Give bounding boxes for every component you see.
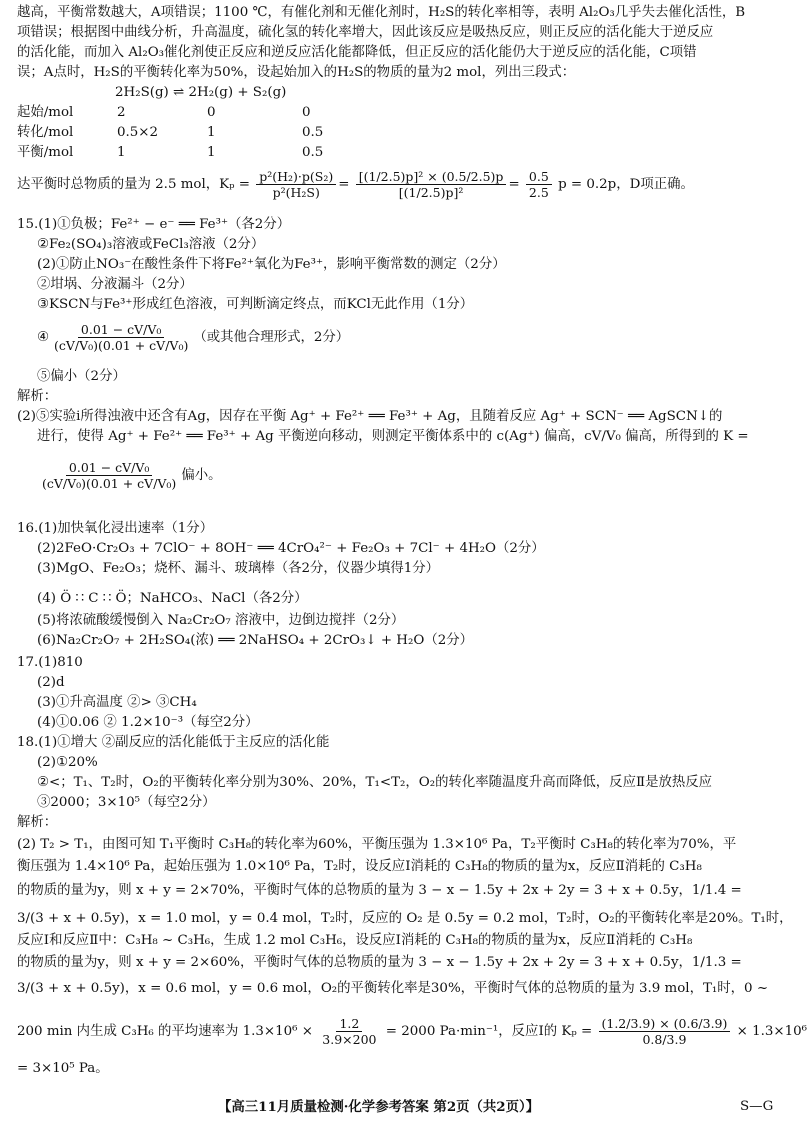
q15-analysis-2: 进行，使得 Ag⁺ + Fe²⁺ ══ Fe³⁺ + Ag 平衡逆向移动，则测定平衡体系中的 c(Ag⁺) 偏高，cV/V₀ 偏高，所得到的 K = [37, 429, 749, 444]
q18-line-3: ②<；T₁、T₂时，O₂的平衡转化率分别为30%、20%，T₁<T₂，O₂的转化率随温度升高而降低，反应Ⅱ是放热反应 [37, 775, 713, 790]
q15-line-4: ②坩埚、分液漏斗（2分） [37, 277, 193, 292]
kp-calculation: 达平衡时总物质的量为 2.5 mol，Kₚ = $\frac{\text{p²(H₂)·p(S₂)}}{\text{p²(H₂S)}}$ = $\frac{\text{[(1/2.5)p]² × (0.5/2.5)p}}{\text{[(1/2.5)p]²}}$ = $\frac{0.5}{2.5}$ p = 0.2p，D项正确。 [17, 169, 694, 200]
q15-line-1: 15.(1)①负极；Fe²⁺ − e⁻ ══ Fe³⁺（各2分） [17, 217, 291, 232]
q18-line-4: ③2000；3×10⁵（每空2分） [37, 795, 216, 810]
q17-line-4: (4)①0.06 ② 1.2×10⁻³（每空2分） [37, 715, 259, 730]
kp-fraction-3: $\frac{0.5}{2.5}$ [526, 169, 552, 200]
q16-line-2: (2)2FeO·Cr₂O₃ + 7ClO⁻ + 8OH⁻ ══ 4CrO₄²⁻ + Fe₂O₃ + 7Cl⁻ + 4H₂O（2分） [37, 541, 545, 556]
intro-line-3: 的活化能，而加入 Al₂O₃催化剂使正反应和逆反应活化能都降低，但正反应的活化能仍大于逆反应的活化能，C项错 [17, 45, 697, 60]
q18-line-1: 18.(1)①增大 ②副反应的活化能低于主反应的活化能 [17, 735, 330, 750]
q16-line-5: (5)将浓硫酸缓慢倒入 Na₂Cr₂O₇ 溶液中，边倒边搅拌（2分） [37, 613, 405, 628]
table-row [17, 144, 323, 162]
cell: 0 [207, 105, 216, 120]
q18-analysis-label: 解析： [17, 815, 58, 830]
footer-code: S—G [740, 1099, 774, 1114]
row-label: 平衡/mol [17, 145, 74, 160]
row-label: 转化/mol [17, 125, 74, 140]
cell: 2 [117, 105, 126, 120]
q18-line-2: (2)①20% [37, 755, 98, 770]
cell: 1 [207, 125, 216, 140]
cell: 1 [117, 145, 126, 160]
kp-prefix: 达平衡时总物质的量为 2.5 mol，Kₚ = [17, 177, 250, 192]
kp-suffix: p = 0.2p，D项正确。 [558, 177, 694, 192]
q15-analysis-label: 解析： [17, 389, 58, 404]
kp-fraction-1: $\frac{\text{p²(H₂)·p(S₂)}}{\text{p²(H₂S)}}$ [256, 169, 336, 200]
cell: 0.5×2 [117, 125, 159, 140]
q17-line-2: (2)d [37, 675, 65, 690]
q18-analysis-1: (2) T₂ > T₁，由图可知 T₁平衡时 C₃H₈的转化率为60%，平衡压强为 1.3×10⁶ Pa，T₂平衡时 C₃H₈的转化率为70%，平 [17, 837, 737, 852]
q18-analysis-3: 的物质的量为y，则 x + y = 2×70%，平衡时气体的总物质的量为 3 − x − 1.5y + 2x + 2y = 3 + x + 0.5y，1/1.4 = [17, 883, 742, 898]
q16-line-6: (6)Na₂Cr₂O₇ + 2H₂SO₄(浓) ══ 2NaHSO₄ + 2CrO₃↓ + H₂O（2分） [37, 633, 474, 648]
q15-line-3: (2)①防止NO₃⁻在酸性条件下将Fe²⁺氧化为Fe³⁺，影响平衡常数的测定（2分） [37, 257, 506, 272]
q15-line-2: ②Fe₂(SO₄)₃溶液或FeCl₃溶液（2分） [37, 237, 265, 252]
cell: 0.5 [302, 145, 324, 160]
reaction-equation: 2H₂S(g) ⇌ 2H₂(g) + S₂(g) [115, 85, 287, 100]
q15-line-5: ③KSCN与Fe³⁺形成红色溶液，可判断滴定终点，而KCl无此作用（1分） [37, 297, 474, 312]
q18-analysis-4: 3/(3 + x + 0.5y)，x = 1.0 mol，y = 0.4 mol，T₂时，反应的 O₂ 是 0.5y = 0.2 mol，T₂时，O₂的平衡转化率是20%。T₁时， [17, 911, 793, 926]
q15-line-7: ⑤偏小（2分） [37, 369, 126, 384]
footer-title: 【高三11月质量检测·化学参考答案 第2页（共2页）】 [218, 1099, 540, 1115]
q18-analysis-8: 200 min 内生成 C₃H₆ 的平均速率为 1.3×10⁶ × $\frac{1.2}{3.9\times 200}$ = 2000 Pa·min⁻¹，反应Ⅰ的 Kₚ = $\frac{(1.2/3.9) \times (0.6/3.9)}{0.8/3.9}$ × 1.3×10⁶ [17, 1016, 807, 1047]
q17-line-3: (3)①升高温度 ②> ③CH₄ [37, 695, 197, 710]
q18-analysis-9: = 3×10⁵ Pa。 [17, 1061, 109, 1076]
intro-line-4: 误；A点时，H₂S的平衡转化率为50%，设起始加入的H₂S的物质的量为2 mol，列出三段式： [17, 65, 576, 80]
q18-analysis-5: 反应Ⅰ和反应Ⅱ中：C₃H₈ ~ C₃H₆，生成 1.2 mol C₃H₆，设反应Ⅰ消耗的 C₃H₈的物质的量为x，反应Ⅱ消耗的 C₃H₈ [17, 933, 693, 948]
q16-line-3: (3)MgO、Fe₂O₃；烧杯、漏斗、玻璃棒（各2分，仪器少填得1分） [37, 561, 440, 576]
cell: 0.5 [302, 125, 324, 140]
q17-line-1: 17.(1)810 [17, 655, 83, 670]
q15-answer-k: ④ $\frac{\text{0.01 − cV/V₀}}{\text{(cV/V₀)(0.01 + cV/V₀)}}$ （或其他合理形式，2分） [37, 322, 350, 353]
q18-analysis-6: 的物质的量为y，则 x + y = 2×60%，平衡时气体的总物质的量为 3 − x − 1.5y + 2x + 2y = 3 + x + 0.5y，1/1.3 = [17, 955, 742, 970]
k-fraction: $\frac{\text{0.01 − cV/V₀}}{\text{(cV/V₀)(0.01 + cV/V₀)}}$ [54, 322, 189, 353]
intro-line-1: 越高，平衡常数越大，A项错误；1100 ℃，有催化剂和无催化剂时，H₂S的转化率相等，表明 Al₂O₃几乎失去催化活性，B [17, 5, 746, 20]
intro-line-2: 项错误；根据图中曲线分析，升高温度，硫化氢的转化率增大，因此该反应是吸热反应，则正反应的活化能大于逆反应 [17, 25, 714, 40]
cell: 0 [302, 105, 311, 120]
q16-line-4: (4) Ö ∷ C ∷ Ö；NaHCO₃、NaCl（各2分） [37, 591, 308, 606]
k-fraction-analysis: $\frac{\text{0.01 − cV/V₀}}{\text{(cV/V₀)(0.01 + cV/V₀)}}$ [42, 460, 177, 491]
table-row [17, 124, 323, 142]
q15-analysis-1: (2)⑤实验ⅰ所得浊液中还含有Ag，因存在平衡 Ag⁺ + Fe²⁺ ══ Fe³⁺ + Ag，且随着反应 Ag⁺ + SCN⁻ ══ AgSCN↓的 [17, 409, 723, 424]
cell: 1 [207, 145, 216, 160]
q15-analysis-3: $\frac{\text{0.01 − cV/V₀}}{\text{(cV/V₀)(0.01 + cV/V₀)}}$ 偏小。 [37, 458, 222, 494]
q18-analysis-7: 3/(3 + x + 0.5y)，x = 0.6 mol，y = 0.6 mol，O₂的平衡转化率是30%，平衡时气体的总物质的量为 3.9 mol，T₁时，0 ~ [17, 981, 769, 996]
kp-fraction-2: $\frac{\text{[(1/2.5)p]² × (0.5/2.5)p}}{\text{[(1/2.5)p]²}}$ [356, 169, 507, 200]
rate-fraction: $\frac{1.2}{3.9\times 200}$ [322, 1016, 377, 1047]
table-row [17, 104, 311, 122]
row-label: 起始/mol [17, 105, 74, 120]
kp-fraction-18: $\frac{(1.2/3.9) \times (0.6/3.9)}{0.8/3.9}$ [599, 1016, 731, 1047]
q18-analysis-2: 衡压强为 1.4×10⁶ Pa，起始压强为 1.0×10⁶ Pa，T₂时，设反应Ⅰ消耗的 C₃H₈的物质的量为x，反应Ⅱ消耗的 C₃H₈ [17, 859, 702, 874]
q16-line-1: 16.(1)加快氧化浸出速率（1分） [17, 521, 214, 536]
